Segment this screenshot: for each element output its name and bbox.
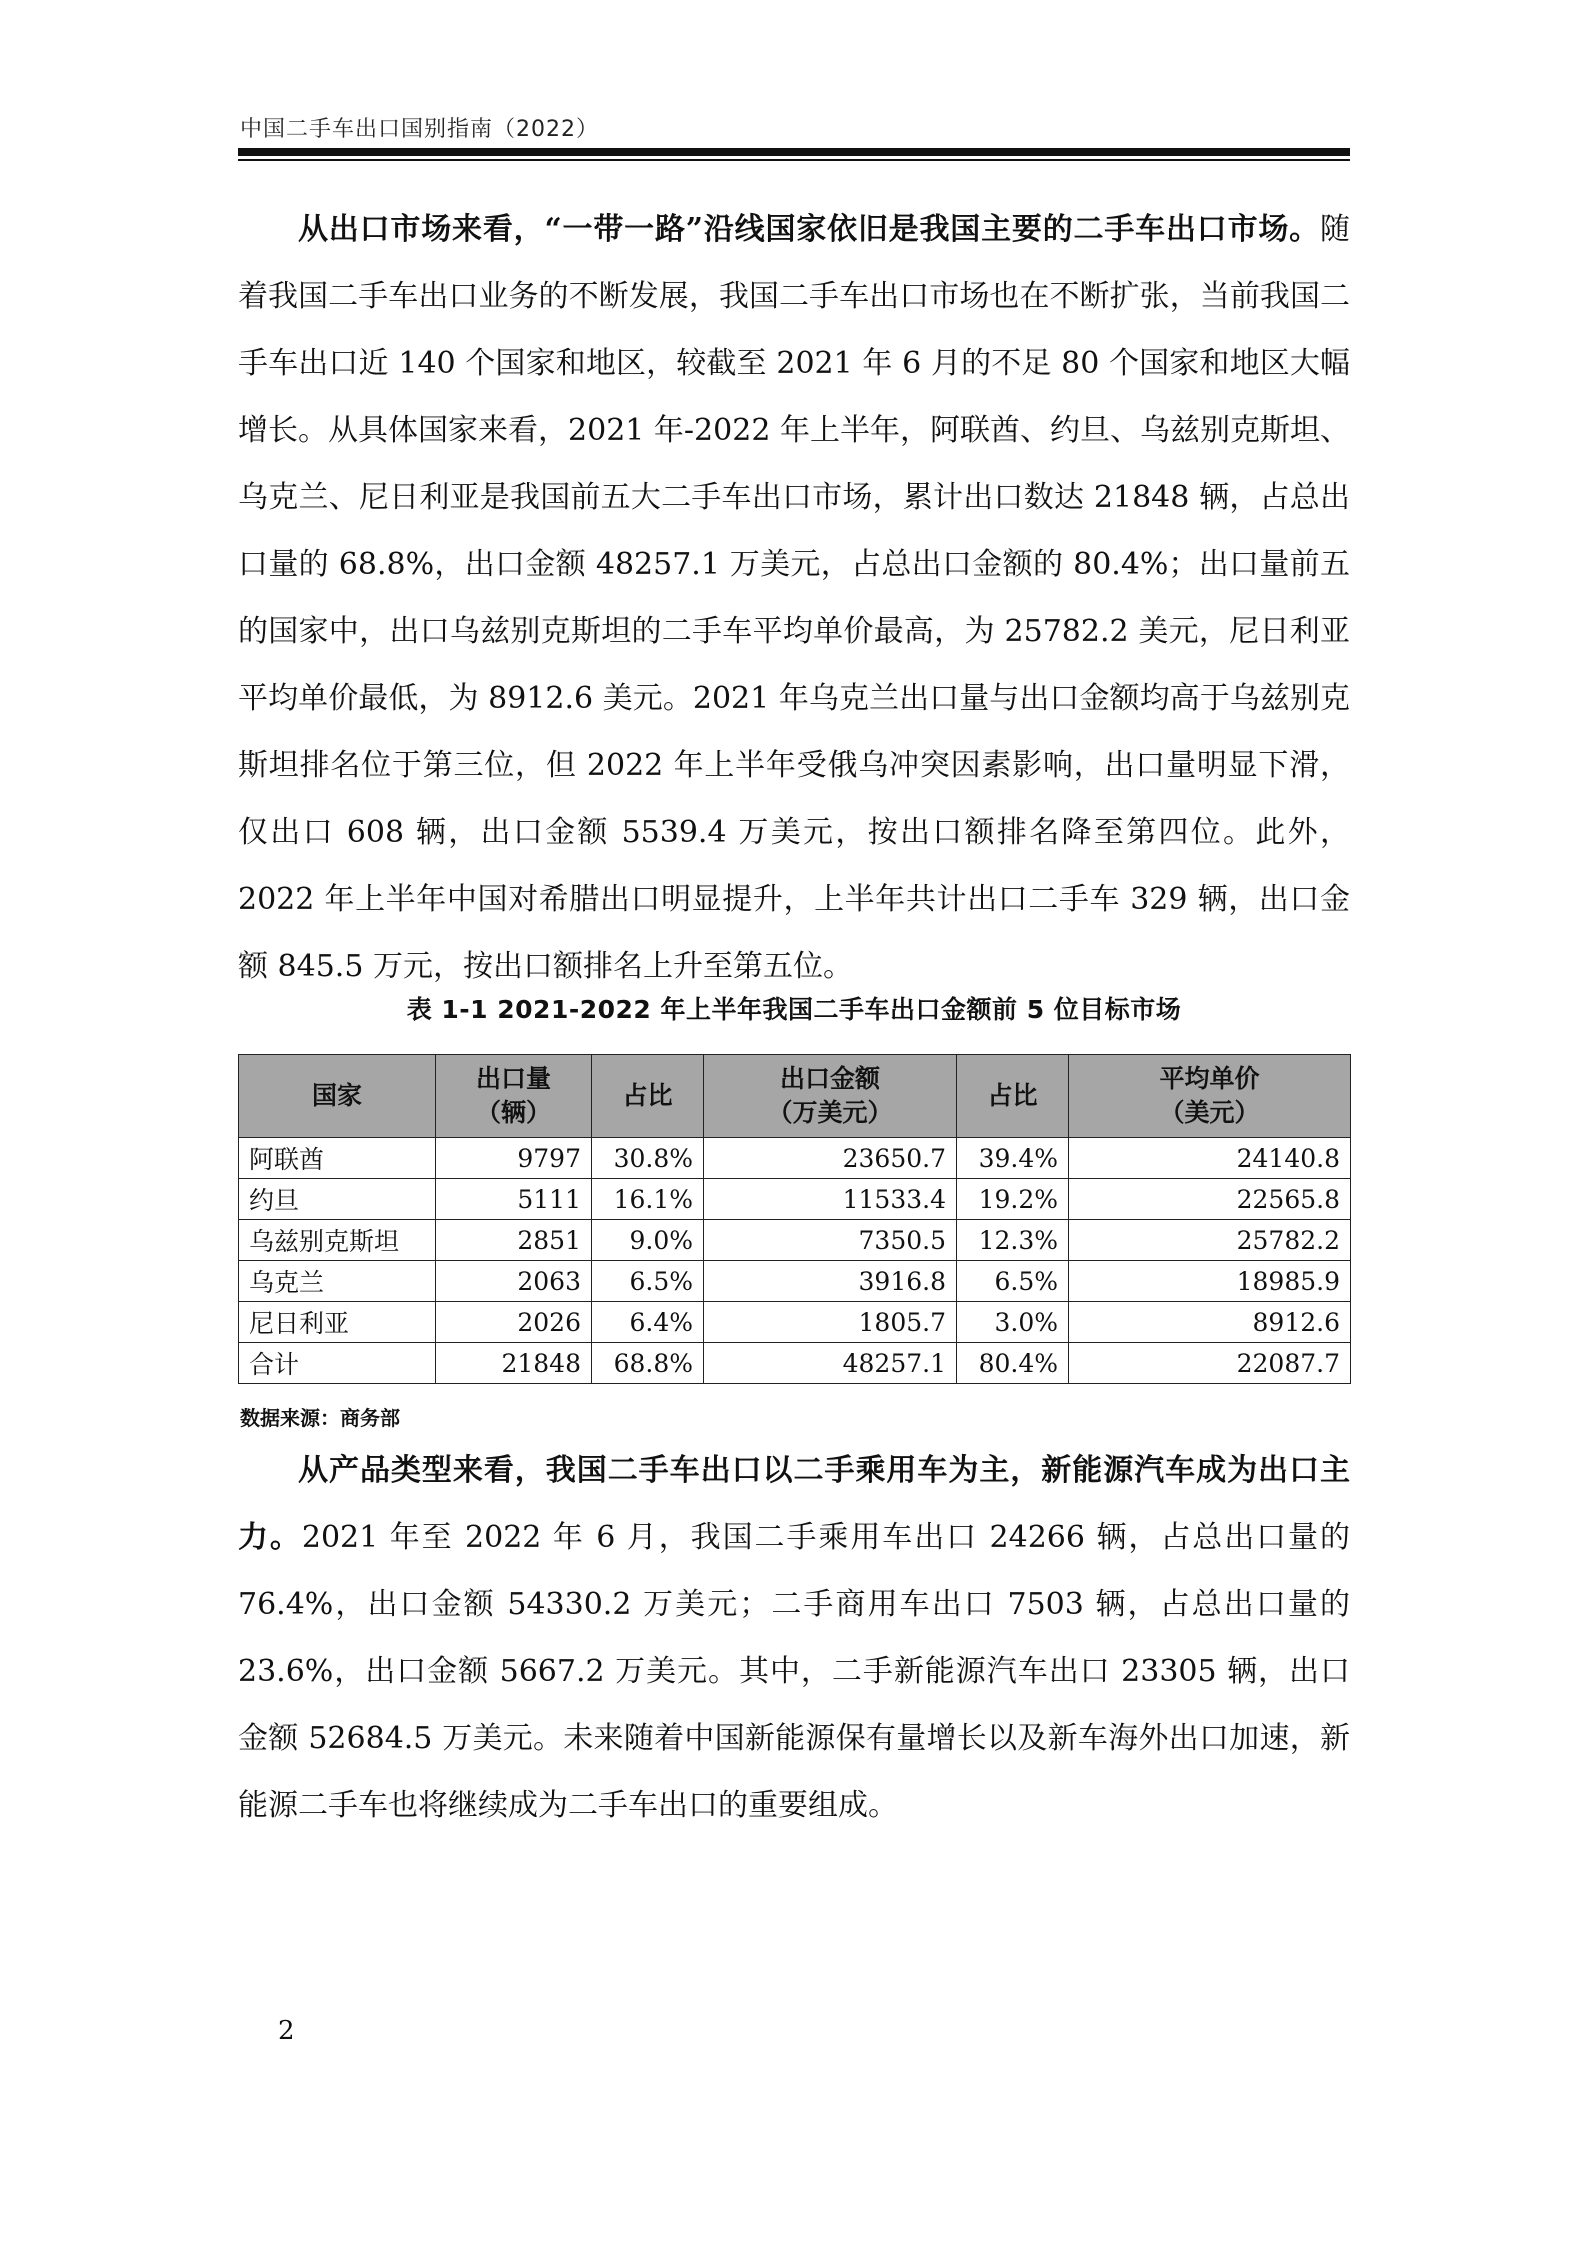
- paragraph-export-markets: [238, 196, 1350, 1000]
- table-row: [239, 1220, 1351, 1261]
- table-cell: 80.4%: [957, 1343, 1069, 1384]
- table-cell: 68.8%: [592, 1343, 704, 1384]
- table-cell: 6.5%: [592, 1261, 704, 1302]
- column-header: 占比: [592, 1055, 704, 1138]
- table-cell: 5111: [436, 1179, 592, 1220]
- lead-sentence: 从产品类型来看，我国二手车出口以二手乘用车为主，新能源汽车成为出口主力。: [238, 1453, 1350, 1555]
- table-cell: 2063: [436, 1261, 592, 1302]
- table-caption: 表 1-1 2021-2022 年上半年我国二手车出口金额前 5 位目标市场: [406, 995, 1182, 1024]
- table-cell: 3916.8: [704, 1261, 957, 1302]
- table-cell: 11533.4: [704, 1179, 957, 1220]
- table-row: [239, 1302, 1351, 1343]
- table-cell: 约旦: [239, 1179, 436, 1220]
- table-cell: 24140.8: [1069, 1138, 1351, 1179]
- page-number: 2: [278, 2016, 295, 2046]
- table-cell: 48257.1: [704, 1343, 957, 1384]
- table-cell: 7350.5: [704, 1220, 957, 1261]
- table-cell: 2026: [436, 1302, 592, 1343]
- paragraph-body: 2021 年至 2022 年 6 月，我国二手乘用车出口 24266 辆，占总出口量的 76.4%，出口金额 54330.2 万美元；二手商用车出口 7503 辆，占总出口量的 23.6%，出口金额 5667.2 万美元。其中，二手新能源汽车出口 23305 辆，出口金额 52684.5 万美元。未来随着中国新能源保有量增长以及新车海外出口加速，新能源二手车也将继续成为二手车出口的重要组成。: [238, 1520, 1350, 1823]
- section-product-types: [238, 1437, 1350, 1839]
- table-cell: 尼日利亚: [239, 1302, 436, 1343]
- table-cell: 25782.2: [1069, 1220, 1351, 1261]
- table-total-row: [239, 1343, 1351, 1384]
- table-cell: 21848: [436, 1343, 592, 1384]
- table-cell: 12.3%: [957, 1220, 1069, 1261]
- data-source-note: 数据来源：商务部: [240, 1406, 400, 1430]
- table-cell: 6.5%: [957, 1261, 1069, 1302]
- table-cell: 16.1%: [592, 1179, 704, 1220]
- table-cell: 乌兹别克斯坦: [239, 1220, 436, 1261]
- running-header: 中国二手车出口国别指南（2022）: [240, 117, 599, 142]
- column-header: 出口金额 （万美元）: [704, 1055, 957, 1138]
- paragraph-body: 随着我国二手车出口业务的不断发展，我国二手车出口市场也在不断扩张，当前我国二手车出口近 140 个国家和地区，较截至 2021 年 6 月的不足 80 个国家和地区大幅增长。从具体国家来看，2021 年-2022 年上半年，阿联酋、约旦、乌兹别克斯坦、乌克兰、尼日利亚是我国前五大二手车出口市场，累计出口数达 21848 辆，占总出口量的 68.8%，出口金额 48257.1 万美元，占总出口金额的 80.4%；出口量前五的国家中，出口乌兹别克斯坦的二手车平均单价最高，为 25782.2 美元，尼日利亚平均单价最低，为 8912.6 美元。2021 年乌克兰出口量与出口金额均高于乌兹别克斯坦排名位于第三位，但 2022 年上半年受俄乌冲突因素影响，出口量明显下滑，仅出口 608 辆，出口金额 5539.4 万美元，按出口额排名降至第四位。此外，2022 年上半年中国对希腊出口明显提升，上半年共计出口二手车 329 辆，出口金额 845.5 万元，按出口额排名上升至第五位。: [238, 212, 1350, 984]
- table-cell: 8912.6: [1069, 1302, 1351, 1343]
- table-cell: 合计: [239, 1343, 436, 1384]
- export-markets-table: [238, 1054, 1351, 1384]
- table-cell: 19.2%: [957, 1179, 1069, 1220]
- table-cell: 23650.7: [704, 1138, 957, 1179]
- paragraph-product-types: [238, 1437, 1350, 1839]
- table-header-row: [239, 1055, 1351, 1138]
- table-cell: 3.0%: [957, 1302, 1069, 1343]
- table-cell: 22565.8: [1069, 1179, 1351, 1220]
- table-cell: 9797: [436, 1138, 592, 1179]
- header-rule: [238, 148, 1350, 156]
- section-export-markets: [238, 196, 1350, 1000]
- column-header: 出口量 （辆）: [436, 1055, 592, 1138]
- table-cell: 阿联酋: [239, 1138, 436, 1179]
- table-cell: 18985.9: [1069, 1261, 1351, 1302]
- table-cell: 30.8%: [592, 1138, 704, 1179]
- table-cell: 乌克兰: [239, 1261, 436, 1302]
- table-row: [239, 1179, 1351, 1220]
- table-row: [239, 1261, 1351, 1302]
- column-header: 国家: [239, 1055, 436, 1138]
- lead-sentence: 从出口市场来看，“一带一路”沿线国家依旧是我国主要的二手车出口市场。: [298, 212, 1320, 247]
- column-header: 占比: [957, 1055, 1069, 1138]
- table-cell: 6.4%: [592, 1302, 704, 1343]
- table-cell: 22087.7: [1069, 1343, 1351, 1384]
- column-header: 平均单价 （美元）: [1069, 1055, 1351, 1138]
- table-cell: 9.0%: [592, 1220, 704, 1261]
- table-row: [239, 1138, 1351, 1179]
- table-cell: 1805.7: [704, 1302, 957, 1343]
- table-cell: 39.4%: [957, 1138, 1069, 1179]
- header-rule-secondary: [238, 159, 1350, 161]
- table-cell: 2851: [436, 1220, 592, 1261]
